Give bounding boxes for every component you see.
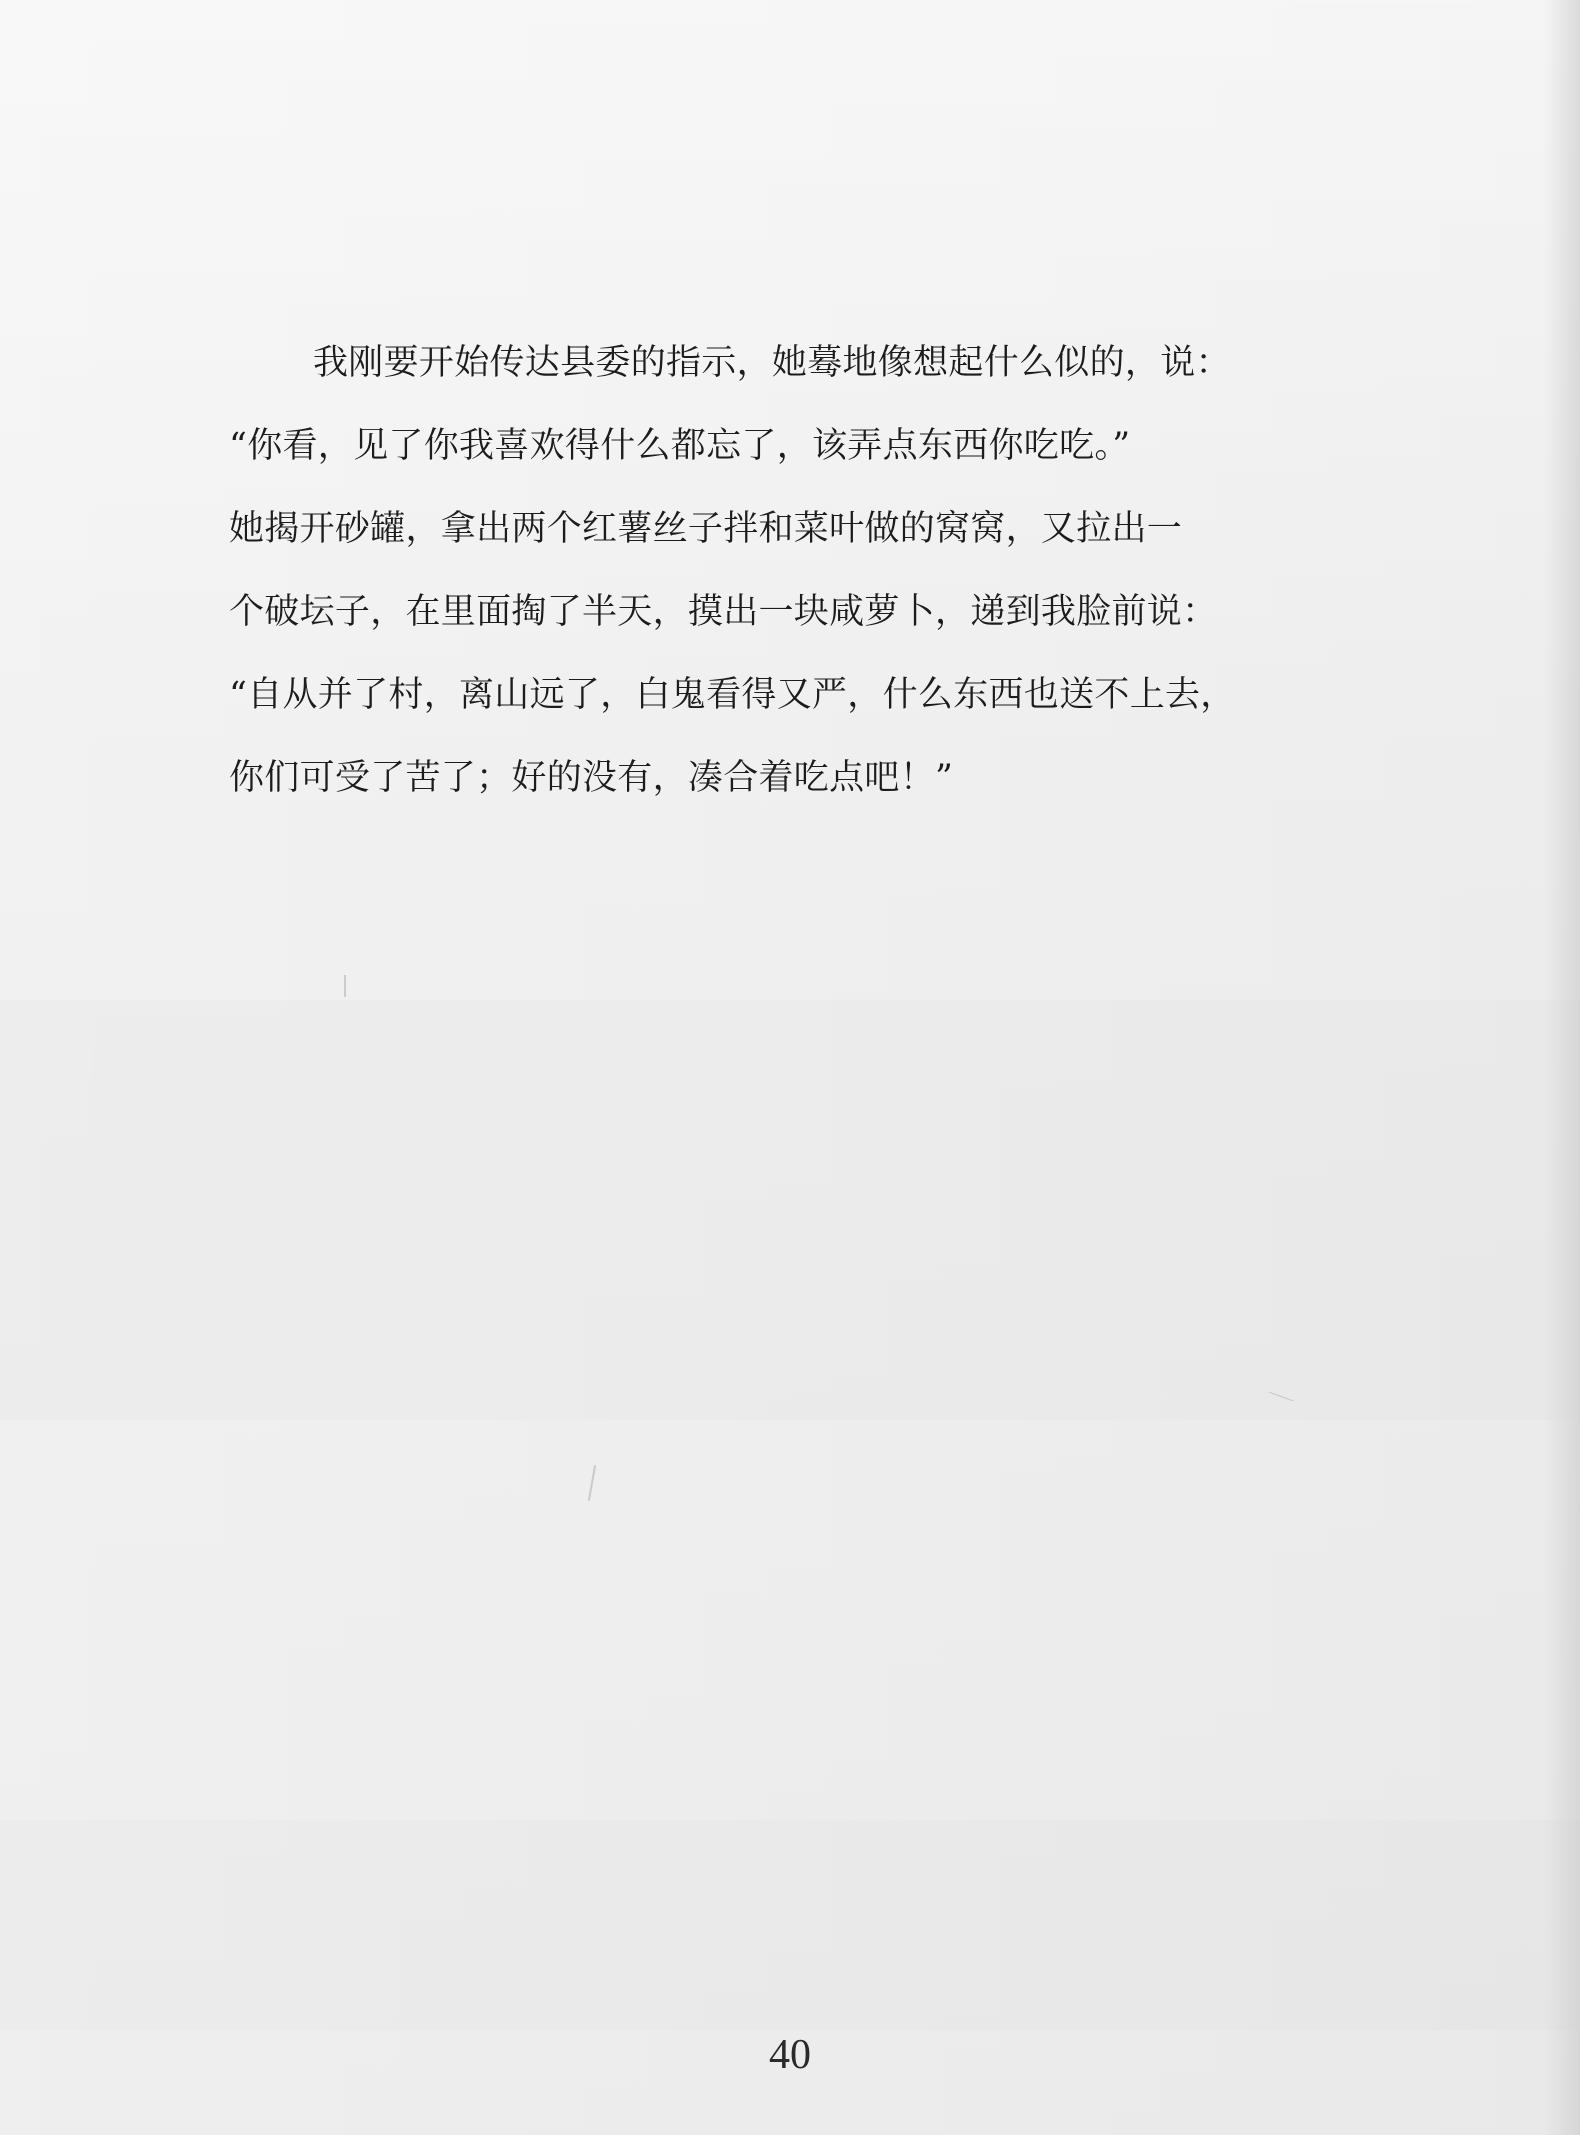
page-edge-shadow [1544,0,1580,2135]
paper-speck [588,1465,596,1501]
paragraph-line: 你们可受了苦了；好的没有，凑合着吃点吧！” [229,758,954,798]
paragraph-line: 个破坛子，在里面掏了半天，摸出一块咸萝卜，递到我脸前说： [229,592,1218,632]
paper-tone-band [0,1820,1580,2030]
paragraph-line: 她揭开砂罐，拿出两个红薯丝子拌和菜叶做的窝窝，又拉出一 [229,509,1183,549]
paragraph-line: “你看，见了你我喜欢得什么都忘了，该弄点东西你吃吃。” [229,426,1131,466]
body-paragraph [229,322,1274,820]
paragraph-line: “自从并了村，离山远了，白鬼看得又严，什么东西也送不上去， [229,675,1236,715]
page-number: 40 [769,2032,811,2078]
paper-tone-band [0,1000,1580,1420]
paper-speck [344,975,346,997]
paragraph-line: 我刚要开始传达县委的指示，她蓦地像想起什么似的，说： [313,343,1231,383]
